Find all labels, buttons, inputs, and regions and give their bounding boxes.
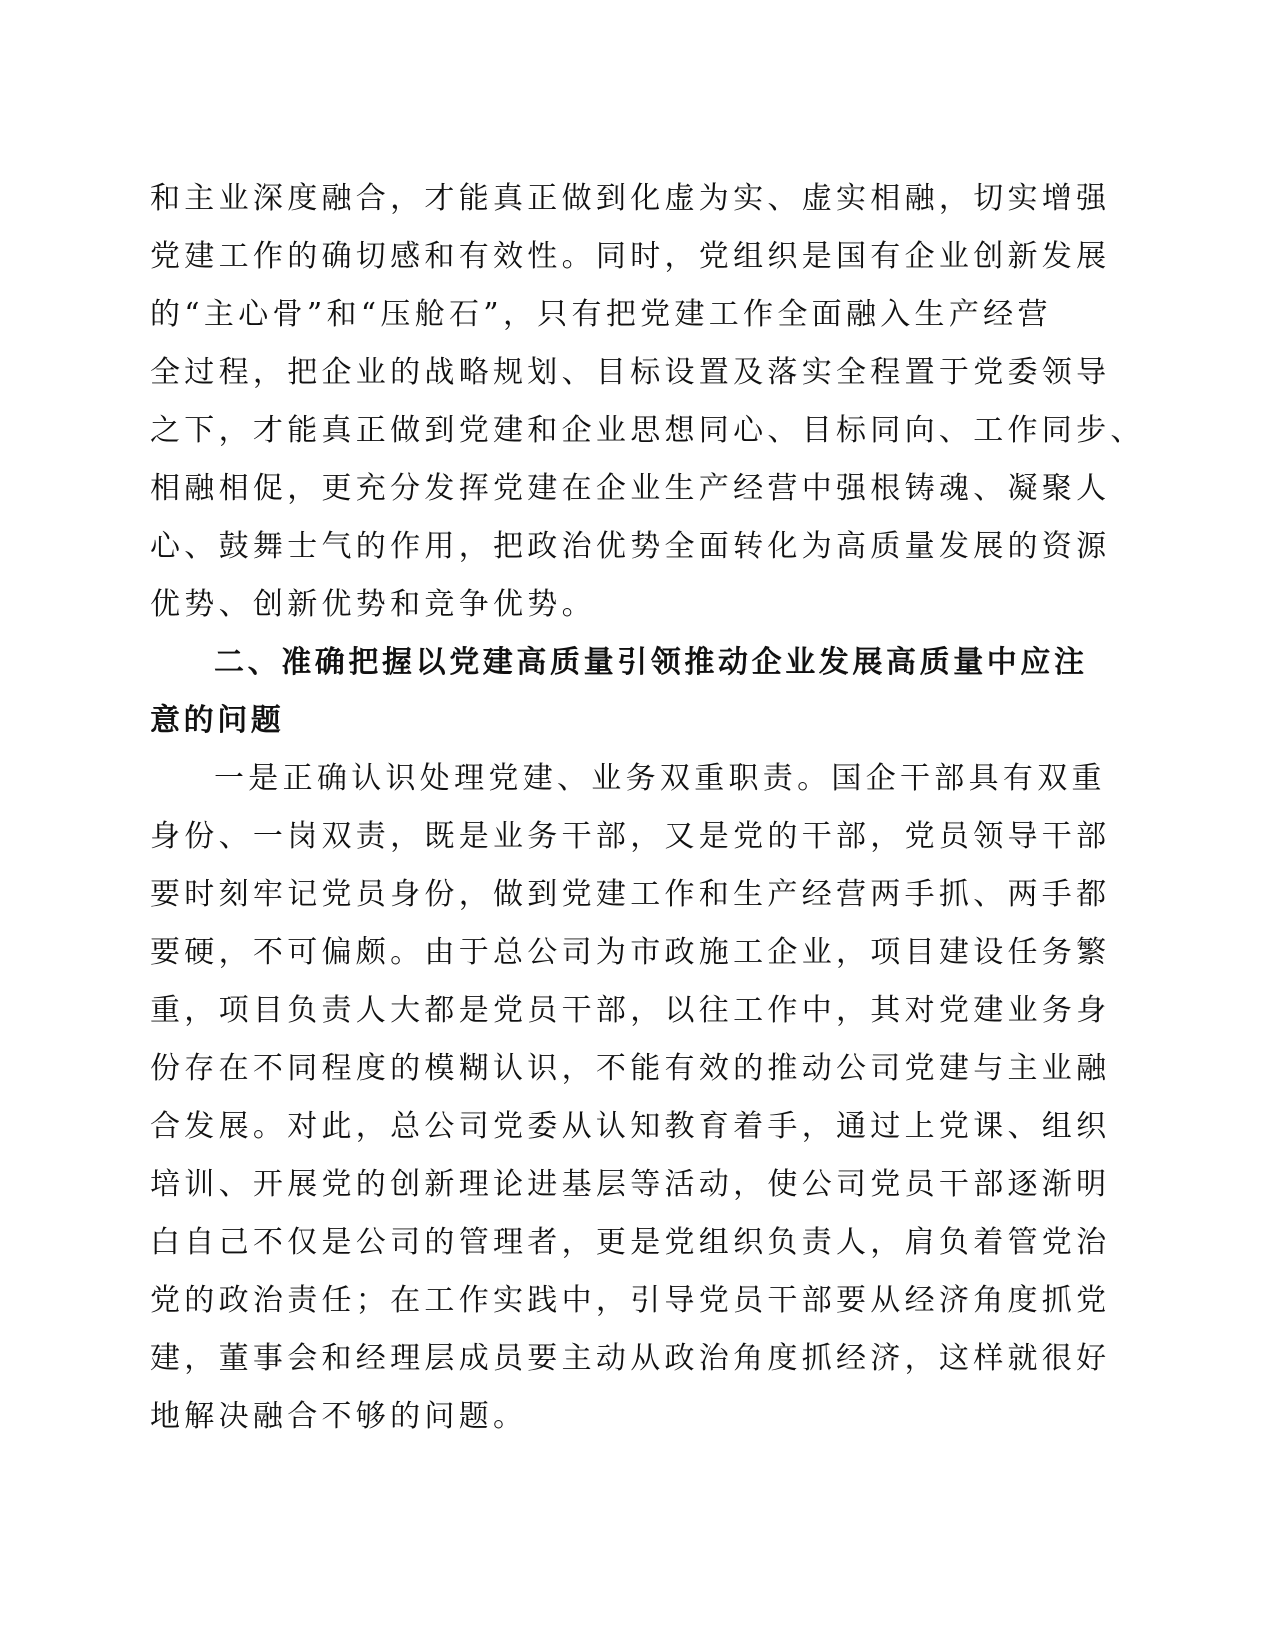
text-line: 的“主心骨”和“压舱石”，只有把党建工作全面融入生产经营 xyxy=(150,297,1052,332)
text-line: 份存在不同程度的模糊认识，不能有效的推动公司党建与主业融 xyxy=(150,1051,1111,1086)
text-line: 地解决融合不够的问题。 xyxy=(150,1399,528,1434)
document-page xyxy=(150,170,1145,1446)
text-line: 党的政治责任；在工作实践中，引导党员干部要从经济角度抓党 xyxy=(150,1283,1111,1318)
text-line: 全过程，把企业的战略规划、目标设置及落实全程置于党委领导 xyxy=(150,355,1111,390)
text-line: 身份、一岗双责，既是业务干部，又是党的干部，党员领导干部 xyxy=(150,819,1111,854)
text-line: 一是正确认识处理党建、业务双重职责。国企干部具有双重 xyxy=(214,761,1106,796)
text-line: 优势、创新优势和竞争优势。 xyxy=(150,587,596,622)
paragraph-body-1 xyxy=(150,170,1145,634)
paragraph-body-2 xyxy=(150,750,1111,1446)
text-line: 合发展。对此，总公司党委从认知教育着手，通过上党课、组织 xyxy=(150,1109,1111,1144)
text-line: 心、鼓舞士气的作用，把政治优势全面转化为高质量发展的资源 xyxy=(150,529,1111,564)
heading-line: 二、准确把握以党建高质量引领推动企业发展高质量中应注 xyxy=(214,645,1088,680)
text-line: 和主业深度融合，才能真正做到化虚为实、虚实相融，切实增强 xyxy=(150,181,1111,216)
text-line: 相融相促，更充分发挥党建在企业生产经营中强根铸魂、凝聚人 xyxy=(150,471,1111,506)
text-line: 之下，才能真正做到党建和企业思想同心、目标同向、工作同步、 xyxy=(150,413,1145,448)
text-line: 重，项目负责人大都是党员干部，以往工作中，其对党建业务身 xyxy=(150,993,1111,1028)
section-heading xyxy=(150,634,1090,750)
text-line: 白自己不仅是公司的管理者，更是党组织负责人，肩负着管党治 xyxy=(150,1225,1111,1260)
text-line: 要硬，不可偏颇。由于总公司为市政施工企业，项目建设任务繁 xyxy=(150,935,1111,970)
heading-line: 意的问题 xyxy=(150,703,285,738)
text-line: 党建工作的确切感和有效性。同时，党组织是国有企业创新发展 xyxy=(150,239,1111,274)
text-line: 建，董事会和经理层成员要主动从政治角度抓经济，这样就很好 xyxy=(150,1341,1111,1376)
text-line: 培训、开展党的创新理论进基层等活动，使公司党员干部逐渐明 xyxy=(150,1167,1111,1202)
text-line: 要时刻牢记党员身份，做到党建工作和生产经营两手抓、两手都 xyxy=(150,877,1111,912)
